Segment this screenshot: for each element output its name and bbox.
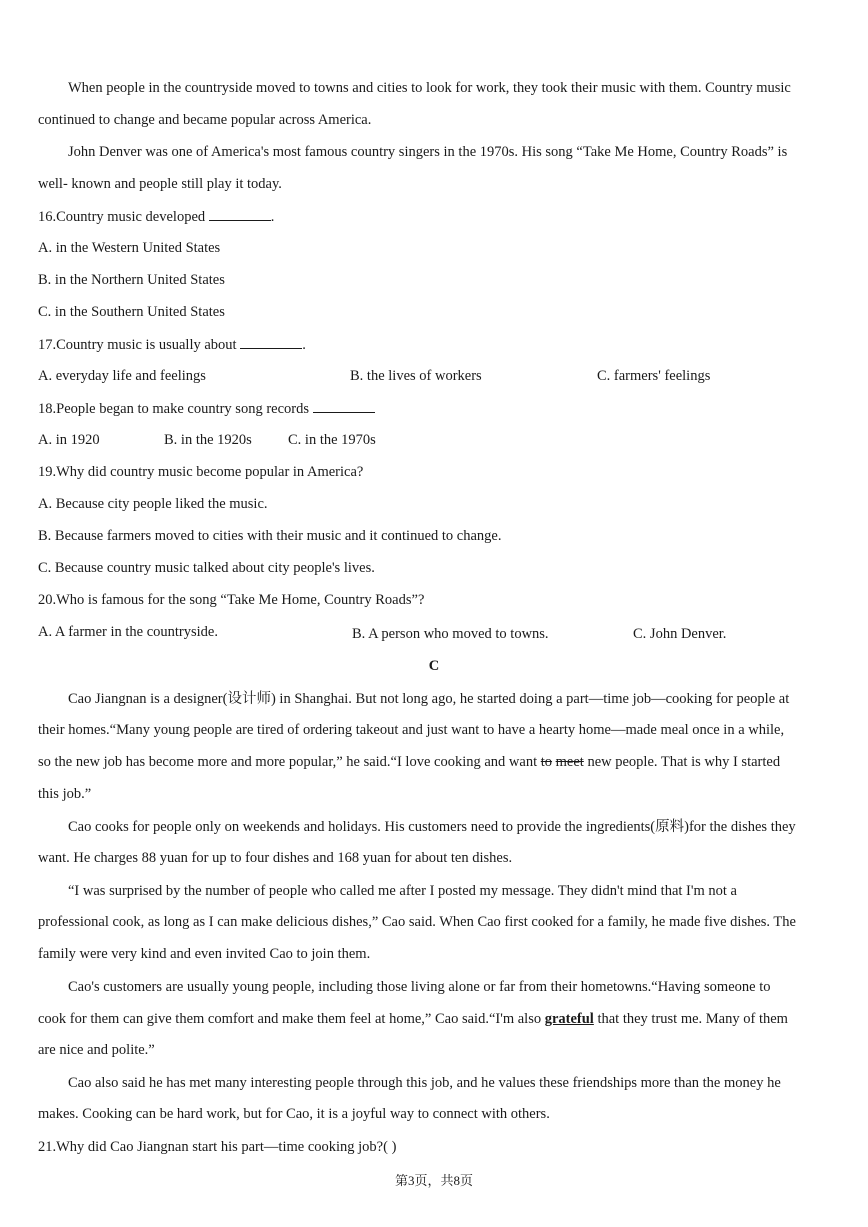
question-18-option-b: B. in the 1920s (164, 432, 252, 448)
question-19-option-a: A. Because city people liked the music. (38, 496, 268, 512)
passage-c-line-1: Cao Jiangnan is a designer(设计师) in Shanghai. But not long ago, he started doing a part—time job—cooking for people at (68, 691, 790, 707)
question-21-stem: 21.Why did Cao Jiangnan start his part—time cooking job?( ) (38, 1139, 397, 1155)
question-20-option-a: A. A farmer in the countryside. (38, 624, 218, 640)
passage-c-line-3-end: new people. That is why I started (587, 754, 781, 770)
passage-c-line-13: Cao also said he has met many interesting people through this job, and he values these friendships more than the money he (68, 1075, 781, 1091)
question-16-stem (38, 206, 274, 227)
passage-c-line-2: their homes.“Many young people are tired of ordering takeout and just want to have a hearty home—made meal once in a while, (38, 722, 785, 738)
question-19-stem: 19.Why did country music become popular in America? (38, 464, 364, 480)
question-20-option-b: B. A person who moved to towns. (352, 626, 549, 642)
struck-word-to: to (540, 754, 553, 770)
passage-c-line-5: Cao cooks for people only on weekends and holidays. His customers need to provide the ingredients(原料)for the dishes they (68, 819, 796, 835)
passage-b-paragraph-2: John Denver was one of America's most famous country singers in the 1970s. His song “Take Me Home, Country Roads” is (68, 144, 788, 160)
passage-c-line-7: “I was surprised by the number of people who called me after I posted my message. They didn't mind that I'm not a (68, 883, 737, 899)
passage-b-paragraph-2-cont: well- known and people still play it today. (38, 176, 282, 192)
question-19-option-b: B. Because farmers moved to cities with their music and it continued to change. (38, 528, 502, 544)
passage-c-line-4: this job.” (38, 786, 92, 802)
answer-blank (209, 206, 271, 221)
answer-blank (313, 398, 375, 413)
question-18-option-c: C. in the 1970s (288, 432, 376, 448)
struck-word-meet: meet (555, 754, 584, 770)
passage-b-paragraph-1: When people in the countryside moved to towns and cities to look for work, they took their music with them. Country music (68, 80, 791, 96)
passage-c-line-11-end: that they trust me. Many of them (597, 1011, 788, 1027)
passage-c-line-11-start: cook for them can give them comfort and make them feel at home,” Cao said.“I'm also (38, 1011, 542, 1027)
question-16-end: . (270, 209, 275, 225)
passage-c-line-11 (38, 1009, 788, 1029)
question-18-stem (38, 398, 375, 419)
passage-c-line-14: makes. Cooking can be hard work, but for Cao, it is a joyful way to connect with others. (38, 1106, 550, 1122)
passage-c-line-12: are nice and polite.” (38, 1042, 155, 1058)
question-16-option-a: A. in the Western United States (38, 240, 221, 256)
question-16-text: 16.Country music developed (38, 209, 206, 225)
question-18-text: 18.People began to make country song records (38, 401, 309, 417)
passage-c-line-8: professional cook, as long as I can make delicious dishes,” Cao said. When Cao first cooked for a family, he made five dishes. The (38, 914, 796, 930)
passage-c-line-3-start: so the new job has become more and more popular,” he said.“I love cooking and want (38, 754, 538, 770)
passage-c-line-6: want. He charges 88 yuan for up to four dishes and 168 yuan for about ten dishes. (38, 850, 513, 866)
question-16-option-c: C. in the Southern United States (38, 304, 225, 320)
page-footer: 第3页，共8页 (394, 1173, 473, 1188)
highlighted-word-grateful: grateful (544, 1011, 594, 1027)
question-17-text: 17.Country music is usually about (38, 337, 237, 353)
question-16-option-b: B. in the Northern United States (38, 272, 225, 288)
passage-c-line-3 (38, 752, 780, 772)
section-c-heading: C (428, 658, 440, 674)
passage-c-line-10: Cao's customers are usually young people, including those living alone or far from their hometowns.“Having someone to (68, 979, 771, 995)
question-20-stem: 20.Who is famous for the song “Take Me Home, Country Roads”? (38, 592, 425, 608)
question-17-end: . (302, 337, 306, 353)
question-17-stem (38, 334, 306, 355)
question-19-option-c: C. Because country music talked about city people's lives. (38, 560, 375, 576)
question-17-option-b: B. the lives of workers (350, 368, 482, 384)
question-17-option-c: C. farmers' feelings (597, 368, 711, 384)
answer-blank (240, 334, 302, 349)
question-17-option-a: A. everyday life and feelings (38, 368, 206, 384)
passage-b-paragraph-1-cont: continued to change and became popular across America. (38, 112, 372, 128)
passage-c-line-9: family were very kind and even invited Cao to join them. (38, 946, 371, 962)
question-18-option-a: A. in 1920 (38, 432, 100, 448)
question-20-option-c: C. John Denver. (633, 626, 727, 642)
